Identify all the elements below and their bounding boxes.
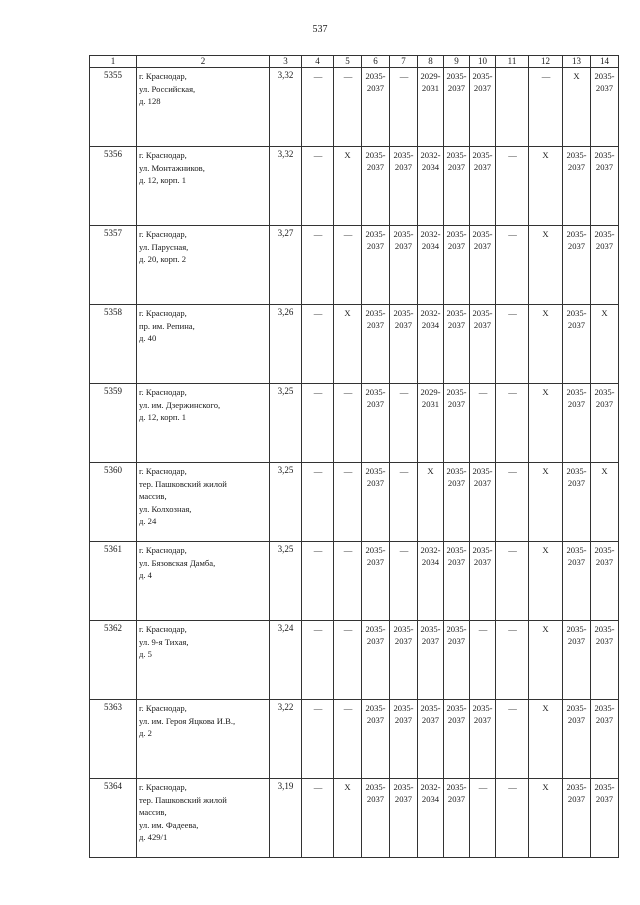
address-cell xyxy=(137,700,270,779)
work-period-cell: 2029- 2031 xyxy=(418,384,444,463)
work-period-cell: — xyxy=(496,147,529,226)
table-row xyxy=(90,68,619,147)
work-period-cell: 2035- 2037 xyxy=(444,542,470,621)
work-period-cell: 2035- 2037 xyxy=(444,305,470,384)
work-period-cell: 2032- 2034 xyxy=(418,305,444,384)
work-period-cell: X xyxy=(529,384,563,463)
address-line: г. Краснодар, xyxy=(139,229,187,239)
area-cell: 3,25 xyxy=(270,463,302,542)
work-period-cell: 2035- 2037 xyxy=(591,226,619,305)
row-number: 5358 xyxy=(90,305,137,384)
work-period-cell: 2035- 2037 xyxy=(470,147,496,226)
work-period-cell: 2035- 2037 xyxy=(470,226,496,305)
work-period-cell: X xyxy=(529,463,563,542)
column-number-13: 13 xyxy=(563,56,591,68)
work-period-cell: — xyxy=(334,463,362,542)
column-number-2: 2 xyxy=(137,56,270,68)
row-number: 5356 xyxy=(90,147,137,226)
address-line: ул. Бязовская Дамба, xyxy=(139,557,216,568)
work-period-cell: — xyxy=(302,226,334,305)
work-period-cell: — xyxy=(390,463,418,542)
work-period-cell xyxy=(496,68,529,147)
work-period-cell: 2035- 2037 xyxy=(563,226,591,305)
work-period-cell: 2035- 2037 xyxy=(591,621,619,700)
column-number-6: 6 xyxy=(362,56,390,68)
work-period-cell: 2035- 2037 xyxy=(563,305,591,384)
work-period-cell: 2035- 2037 xyxy=(444,226,470,305)
work-period-cell: — xyxy=(470,384,496,463)
work-period-cell: X xyxy=(334,147,362,226)
address-line: г. Краснодар, xyxy=(139,782,187,792)
column-number-row xyxy=(90,56,619,68)
address-line: г. Краснодар, xyxy=(139,308,187,318)
area-cell: 3,32 xyxy=(270,68,302,147)
address-cell xyxy=(137,542,270,621)
work-period-cell: 2035- 2037 xyxy=(362,68,390,147)
address-line: д. 12, корп. 1 xyxy=(139,175,187,185)
address-cell xyxy=(137,68,270,147)
work-period-cell: 2035- 2037 xyxy=(390,305,418,384)
work-period-cell: 2035- 2037 xyxy=(563,621,591,700)
work-period-cell: — xyxy=(334,700,362,779)
work-period-cell: 2032- 2034 xyxy=(418,542,444,621)
work-period-cell: X xyxy=(529,542,563,621)
table-row xyxy=(90,305,619,384)
work-period-cell: — xyxy=(302,542,334,621)
row-number: 5364 xyxy=(90,779,137,858)
column-number-1: 1 xyxy=(90,56,137,68)
address-line: д. 4 xyxy=(139,570,152,580)
column-number-4: 4 xyxy=(302,56,334,68)
work-period-cell: 2035- 2037 xyxy=(444,147,470,226)
address-line: г. Краснодар, xyxy=(139,150,187,160)
area-cell: 3,26 xyxy=(270,305,302,384)
address-line: массив, xyxy=(139,491,167,501)
work-period-cell: — xyxy=(496,542,529,621)
work-period-cell: 2035- 2037 xyxy=(444,463,470,542)
work-period-cell: — xyxy=(496,779,529,858)
work-period-cell: — xyxy=(302,384,334,463)
work-period-cell: 2035- 2037 xyxy=(591,147,619,226)
work-period-cell: 2035- 2037 xyxy=(591,68,619,147)
work-period-cell: — xyxy=(334,384,362,463)
work-period-cell: 2035- 2037 xyxy=(362,463,390,542)
work-period-cell: — xyxy=(302,621,334,700)
work-period-cell: 2035- 2037 xyxy=(444,68,470,147)
address-line: ул. Российская, xyxy=(139,83,196,94)
address-line: ул. Парусная, xyxy=(139,241,189,252)
work-period-cell: — xyxy=(302,463,334,542)
work-period-cell: X xyxy=(591,305,619,384)
address-cell xyxy=(137,226,270,305)
work-period-cell: X xyxy=(334,779,362,858)
address-line: тер. Пашковский жилой xyxy=(139,794,227,805)
work-period-cell: — xyxy=(334,542,362,621)
column-number-14: 14 xyxy=(591,56,619,68)
work-period-cell: — xyxy=(496,305,529,384)
work-period-cell: X xyxy=(563,68,591,147)
address-line: г. Краснодар, xyxy=(139,624,187,634)
address-line: г. Краснодар, xyxy=(139,387,187,397)
address-line: ул. 9-я Тихая, xyxy=(139,636,189,647)
work-period-cell: X xyxy=(529,147,563,226)
work-period-cell: 2035- 2037 xyxy=(591,700,619,779)
work-period-cell: 2035- 2037 xyxy=(591,542,619,621)
column-number-9: 9 xyxy=(444,56,470,68)
area-cell: 3,24 xyxy=(270,621,302,700)
work-period-cell: — xyxy=(302,700,334,779)
work-period-cell: 2035- 2037 xyxy=(390,621,418,700)
work-period-cell: 2035- 2037 xyxy=(390,700,418,779)
work-period-cell: X xyxy=(418,463,444,542)
work-period-cell: X xyxy=(529,700,563,779)
work-period-cell: X xyxy=(529,226,563,305)
work-period-cell: 2035- 2037 xyxy=(591,384,619,463)
work-period-cell: 2035- 2037 xyxy=(563,147,591,226)
work-period-cell: X xyxy=(591,463,619,542)
address-line: г. Краснодар, xyxy=(139,545,187,555)
work-period-cell: — xyxy=(302,68,334,147)
work-period-cell: 2035- 2037 xyxy=(470,68,496,147)
address-line: г. Краснодар, xyxy=(139,703,187,713)
column-number-3: 3 xyxy=(270,56,302,68)
work-period-cell: 2035- 2037 xyxy=(591,779,619,858)
address-line: ул. им. Дзержинского, xyxy=(139,399,221,410)
work-period-cell: 2035- 2037 xyxy=(418,700,444,779)
address-line: д. 24 xyxy=(139,516,157,526)
work-period-cell: 2035- 2037 xyxy=(362,542,390,621)
work-period-cell: — xyxy=(390,542,418,621)
work-period-cell: — xyxy=(470,621,496,700)
address-line: д. 40 xyxy=(139,333,157,343)
table-row xyxy=(90,463,619,542)
work-period-cell: 2035- 2037 xyxy=(362,384,390,463)
row-number: 5360 xyxy=(90,463,137,542)
work-period-cell: — xyxy=(496,700,529,779)
address-line: пр. им. Репина, xyxy=(139,320,195,331)
work-period-cell: 2035- 2037 xyxy=(390,226,418,305)
address-cell xyxy=(137,621,270,700)
work-period-cell: — xyxy=(470,779,496,858)
address-line: д. 5 xyxy=(139,649,152,659)
address-cell xyxy=(137,384,270,463)
work-period-cell: — xyxy=(390,68,418,147)
work-period-cell: — xyxy=(496,621,529,700)
address-line: массив, xyxy=(139,807,167,817)
row-number: 5359 xyxy=(90,384,137,463)
column-number-12: 12 xyxy=(529,56,563,68)
capital-repair-table xyxy=(89,55,619,858)
table-row xyxy=(90,147,619,226)
work-period-cell: — xyxy=(390,384,418,463)
address-line: ул. Колхозная, xyxy=(139,503,192,514)
work-period-cell: 2032- 2034 xyxy=(418,226,444,305)
area-cell: 3,19 xyxy=(270,779,302,858)
work-period-cell: 2029- 2031 xyxy=(418,68,444,147)
row-number: 5357 xyxy=(90,226,137,305)
work-period-cell: 2035- 2037 xyxy=(444,779,470,858)
table-row xyxy=(90,542,619,621)
address-line: д. 20, корп. 2 xyxy=(139,254,187,264)
row-number: 5361 xyxy=(90,542,137,621)
work-period-cell: 2035- 2037 xyxy=(362,147,390,226)
column-number-10: 10 xyxy=(470,56,496,68)
work-period-cell: 2035- 2037 xyxy=(563,779,591,858)
column-number-7: 7 xyxy=(390,56,418,68)
work-period-cell: 2035- 2037 xyxy=(418,621,444,700)
table-row xyxy=(90,621,619,700)
address-line: д. 128 xyxy=(139,96,161,106)
work-period-cell: X xyxy=(529,779,563,858)
work-period-cell: 2032- 2034 xyxy=(418,779,444,858)
work-period-cell: — xyxy=(302,779,334,858)
work-period-cell: X xyxy=(529,621,563,700)
work-period-cell: 2032- 2034 xyxy=(418,147,444,226)
row-number: 5362 xyxy=(90,621,137,700)
work-period-cell: 2035- 2037 xyxy=(470,305,496,384)
address-line: тер. Пашковский жилой xyxy=(139,478,227,489)
work-period-cell: — xyxy=(529,68,563,147)
work-period-cell: 2035- 2037 xyxy=(563,542,591,621)
work-period-cell: 2035- 2037 xyxy=(563,463,591,542)
table-row xyxy=(90,779,619,858)
table-row xyxy=(90,384,619,463)
address-line: г. Краснодар, xyxy=(139,71,187,81)
area-cell: 3,32 xyxy=(270,147,302,226)
page-number: 537 xyxy=(312,24,328,35)
work-period-cell: 2035- 2037 xyxy=(390,779,418,858)
work-period-cell: — xyxy=(496,384,529,463)
work-period-cell: 2035- 2037 xyxy=(444,621,470,700)
work-period-cell: — xyxy=(334,226,362,305)
work-period-cell: X xyxy=(334,305,362,384)
address-line: д. 12, корп. 1 xyxy=(139,412,187,422)
address-cell xyxy=(137,779,270,858)
work-period-cell: 2035- 2037 xyxy=(362,621,390,700)
address-cell xyxy=(137,147,270,226)
address-line: д. 429/1 xyxy=(139,832,168,842)
address-line: г. Краснодар, xyxy=(139,466,187,476)
area-cell: 3,27 xyxy=(270,226,302,305)
address-cell xyxy=(137,305,270,384)
column-number-8: 8 xyxy=(418,56,444,68)
row-number: 5355 xyxy=(90,68,137,147)
address-line: ул. им. Героя Яцкова И.В., xyxy=(139,715,236,726)
column-number-11: 11 xyxy=(496,56,529,68)
address-line: ул. Монтажников, xyxy=(139,162,205,173)
work-period-cell: 2035- 2037 xyxy=(470,700,496,779)
work-period-cell: — xyxy=(302,305,334,384)
work-period-cell: — xyxy=(334,68,362,147)
address-line: ул. им. Фадеева, xyxy=(139,819,199,830)
work-period-cell: 2035- 2037 xyxy=(362,779,390,858)
address-line: д. 2 xyxy=(139,728,152,738)
area-cell: 3,25 xyxy=(270,384,302,463)
address-cell xyxy=(137,463,270,542)
work-period-cell: — xyxy=(334,621,362,700)
work-period-cell: 2035- 2037 xyxy=(362,226,390,305)
work-period-cell: — xyxy=(302,147,334,226)
work-period-cell: 2035- 2037 xyxy=(470,463,496,542)
work-period-cell: 2035- 2037 xyxy=(444,384,470,463)
work-period-cell: 2035- 2037 xyxy=(390,147,418,226)
work-period-cell: — xyxy=(496,463,529,542)
work-period-cell: 2035- 2037 xyxy=(563,700,591,779)
area-cell: 3,25 xyxy=(270,542,302,621)
area-cell: 3,22 xyxy=(270,700,302,779)
work-period-cell: X xyxy=(529,305,563,384)
row-number: 5363 xyxy=(90,700,137,779)
work-period-cell: 2035- 2037 xyxy=(470,542,496,621)
column-number-5: 5 xyxy=(334,56,362,68)
work-period-cell: 2035- 2037 xyxy=(444,700,470,779)
work-period-cell: — xyxy=(496,226,529,305)
table-row xyxy=(90,700,619,779)
work-period-cell: 2035- 2037 xyxy=(563,384,591,463)
work-period-cell: 2035- 2037 xyxy=(362,700,390,779)
work-period-cell: 2035- 2037 xyxy=(362,305,390,384)
table-row xyxy=(90,226,619,305)
